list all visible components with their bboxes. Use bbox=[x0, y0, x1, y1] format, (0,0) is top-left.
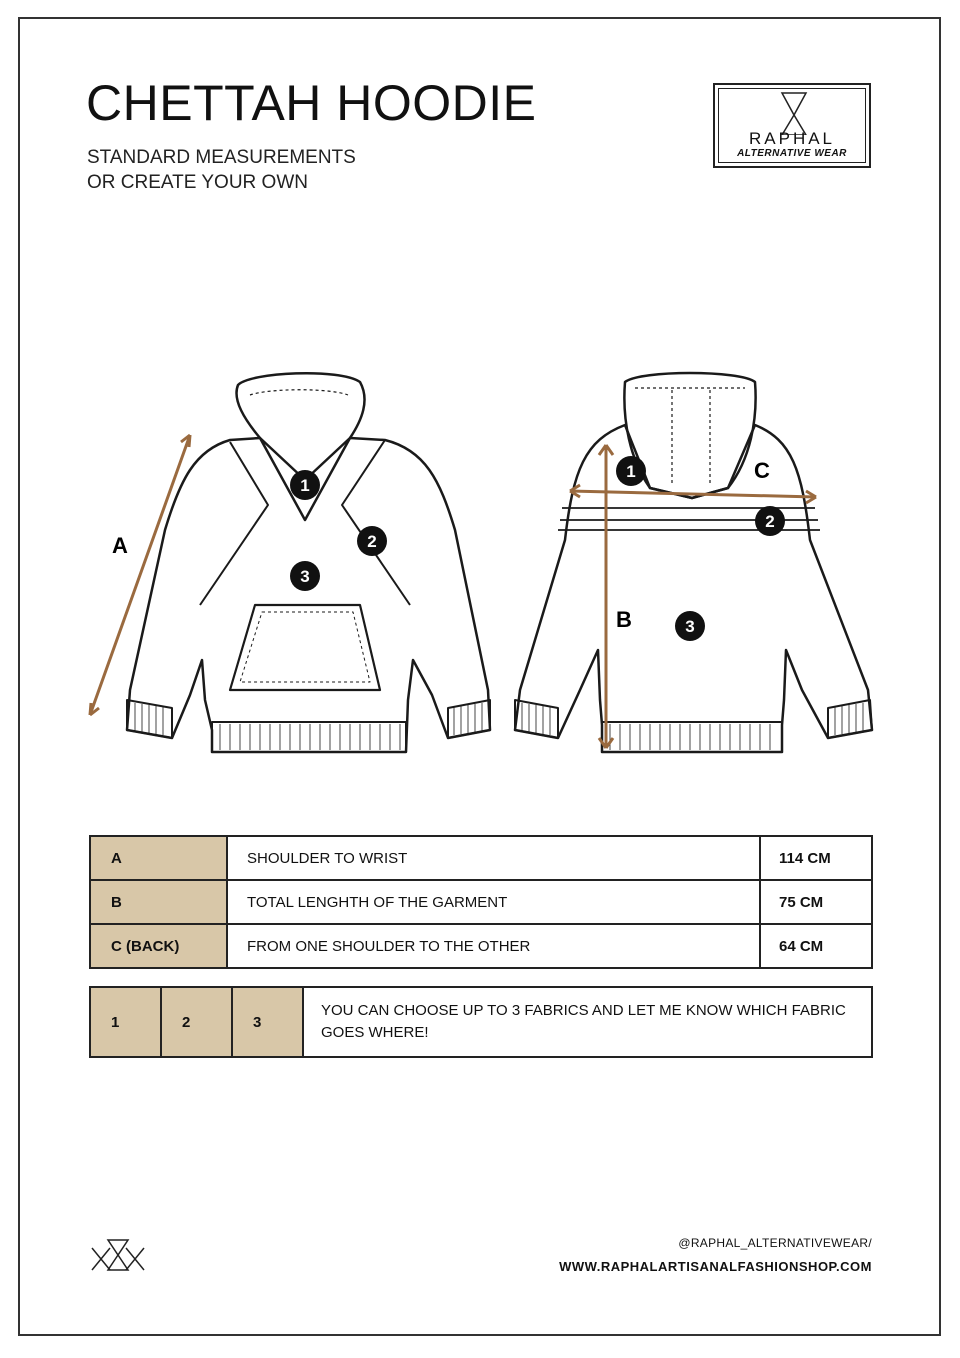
fabrics-table bbox=[89, 986, 873, 1058]
social-handle: @RAPHAL_ALTERNATIVEWEAR/ bbox=[678, 1236, 872, 1250]
measure-value: 64 CM bbox=[760, 924, 872, 968]
subtitle-line-1: STANDARD MEASUREMENTS bbox=[87, 147, 356, 168]
front-marker-3 bbox=[290, 561, 320, 591]
measure-description: TOTAL LENGHTH OF THE GARMENT bbox=[227, 880, 760, 924]
back-marker-2-text: 2 bbox=[765, 512, 775, 531]
back-marker-1-text: 1 bbox=[626, 462, 636, 481]
front-marker-2 bbox=[357, 526, 387, 556]
front-marker-1-text: 1 bbox=[300, 476, 310, 495]
logo-hourglass-icon bbox=[715, 85, 873, 135]
front-marker-3-text: 3 bbox=[300, 567, 310, 586]
page-title: CHETTAH HOODIE bbox=[86, 75, 537, 131]
website-link[interactable]: WWW.RAPHALARTISANALFASHIONSHOP.COM bbox=[559, 1259, 872, 1274]
hoodie-illustration bbox=[80, 360, 880, 760]
subtitle-line-2: OR CREATE YOUR OWN bbox=[87, 172, 308, 193]
measure-value: 75 CM bbox=[760, 880, 872, 924]
back-marker-1 bbox=[616, 456, 646, 486]
logo-tagline: ALTERNATIVE WEAR bbox=[737, 148, 847, 159]
measurements-table bbox=[89, 835, 873, 969]
table-row bbox=[90, 880, 872, 924]
measure-description: SHOULDER TO WRIST bbox=[227, 836, 760, 880]
measure-description: FROM ONE SHOULDER TO THE OTHER bbox=[227, 924, 760, 968]
measure-code: A bbox=[90, 836, 227, 880]
measure-line-a bbox=[90, 435, 190, 715]
fabric-note: YOU CAN CHOOSE UP TO 3 FABRICS AND LET ME KNOW WHICH FABRIC GOES WHERE! bbox=[303, 987, 872, 1057]
back-marker-2 bbox=[755, 506, 785, 536]
subtitle bbox=[87, 145, 356, 195]
fabric-number: 2 bbox=[161, 987, 232, 1057]
back-marker-3 bbox=[675, 611, 705, 641]
front-marker-1 bbox=[290, 470, 320, 500]
label-c: C bbox=[754, 458, 770, 483]
measure-value: 114 CM bbox=[760, 836, 872, 880]
label-b: B bbox=[616, 607, 632, 632]
measure-code: B bbox=[90, 880, 227, 924]
table-row bbox=[90, 836, 872, 880]
fabric-number: 3 bbox=[232, 987, 303, 1057]
footer-hourglass-icon bbox=[90, 1238, 146, 1272]
fabric-number: 1 bbox=[90, 987, 161, 1057]
logo-wordmark: RAPHAL bbox=[748, 129, 836, 148]
measure-code: C (BACK) bbox=[90, 924, 227, 968]
back-view bbox=[515, 373, 872, 752]
table-row bbox=[90, 924, 872, 968]
brand-logo bbox=[713, 83, 871, 168]
back-marker-3-text: 3 bbox=[685, 617, 695, 636]
front-marker-2-text: 2 bbox=[367, 532, 377, 551]
label-a: A bbox=[112, 533, 128, 558]
table-row bbox=[90, 987, 872, 1057]
